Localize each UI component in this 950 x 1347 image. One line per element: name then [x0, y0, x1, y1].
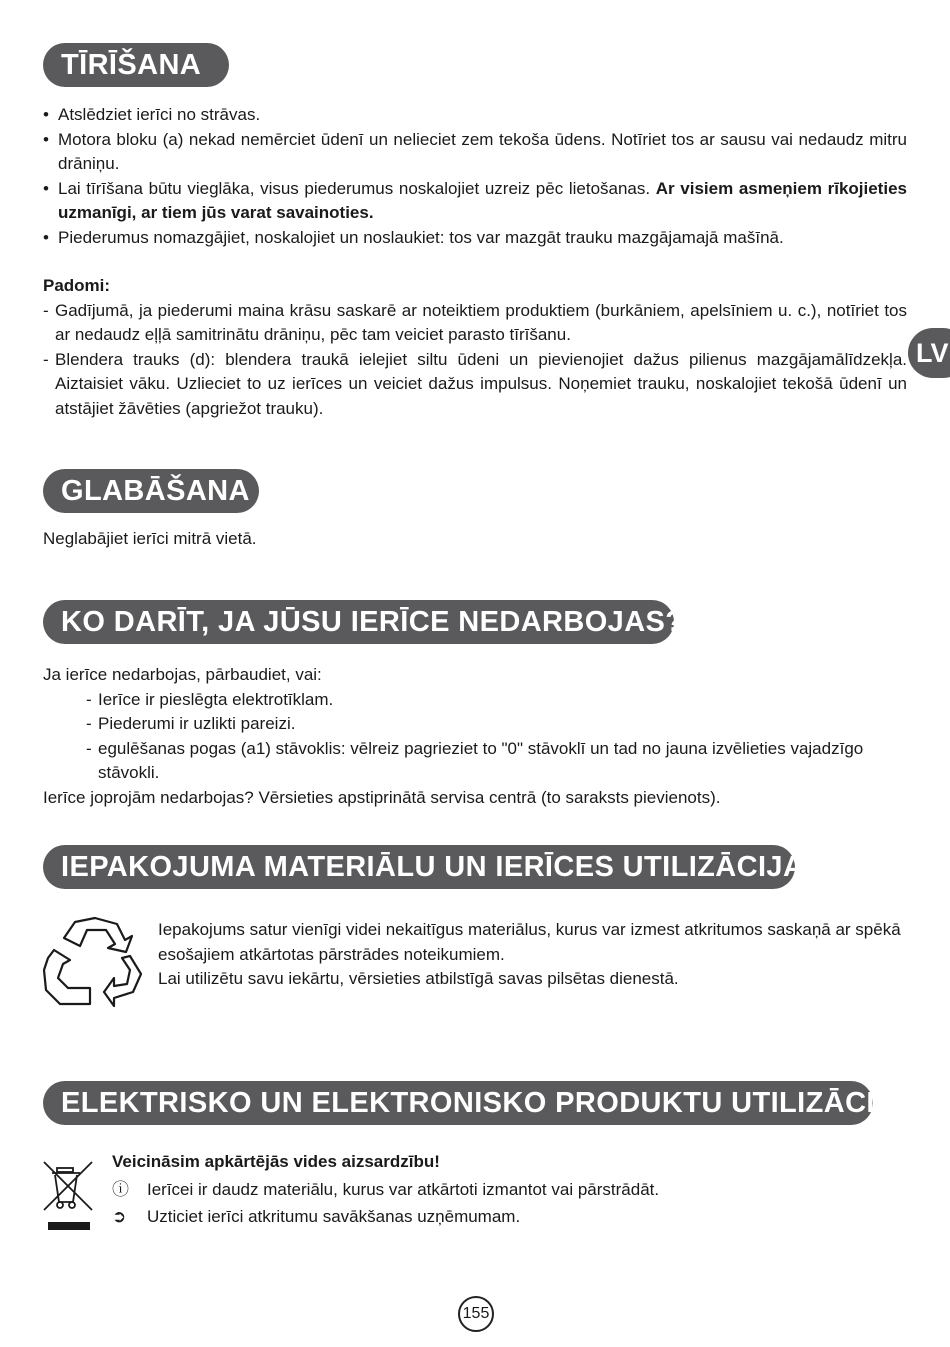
check-item: - Ierīce ir pieslēgta elektrotīklam. [43, 688, 907, 713]
weee-bin-icon [42, 1160, 94, 1232]
list-item: • Motora bloku (a) nekad nemērciet ūdenī un nelieciet zem tekoša ūdens. Notīriet tos ar sausu vai nedaudz mitru drāniņu. [43, 128, 907, 177]
electrical-content [112, 1150, 907, 1230]
list-item: • Atslēdziet ierīci no strāvas. [43, 103, 907, 128]
troubleshooting-content [43, 663, 907, 810]
bullet-text: Lai tīrīšana būtu vieglāka, visus piederumus noskalojiet uzreiz pēc lietošanas. [58, 178, 651, 198]
packaging-text [158, 918, 907, 992]
section-title-storage: GLABĀŠANA [43, 469, 259, 513]
list-item [112, 1205, 907, 1230]
arrow-icon: ➲ [112, 1207, 127, 1226]
electrical-item-text: Uzticiet ierīci atkritumu savākšanas uzņēmumam. [147, 1207, 521, 1226]
troubleshooting-intro: Ja ierīce nedarbojas, pārbaudiet, vai: [43, 665, 322, 684]
info-icon: ⓘ [112, 1179, 129, 1199]
tips-label: Padomi: [43, 276, 111, 295]
electrical-item-text: Ierīcei ir daudz materiālu, kurus var atkārtoti izmantot vai pārstrādāt. [147, 1179, 660, 1199]
storage-text: Neglabājiet ierīci mitrā vietā. [43, 529, 257, 548]
cleaning-content [43, 103, 907, 421]
tip-item: - Blendera trauks (d): blendera traukā ielejiet siltu ūdeni un pievienojiet dažus pilienus mazgājamālīdzekļa. Aiztaisiet vāku. Uzlieciet to uz ierīces un veiciet dažus impulsus. Noņemiet trauku, noskalojiet tekošā ūdenī un atstājiet žāvēties (apgriežot trauku). [43, 348, 907, 422]
tip-item: - Gadījumā, ja piederumi maina krāsu saskarē ar noteiktiem produktiem (burkāniem, apelsīniem u. c.), notīriet tos ar nedaudz eļļā samitrinātu drāniņu, pēc tam veiciet parasto tīrīšanu. [43, 299, 907, 348]
troubleshooting-outro: Ierīce joprojām nedarbojas? Vērsieties apstiprinātā servisa centrā (to saraksts pievienots). [43, 787, 721, 807]
packaging-line: Lai utilizētu savu iekārtu, vērsieties atbilstīgā savas pilsētas dienestā. [158, 969, 679, 988]
section-title-packaging: IEPAKOJUMA MATERIĀLU UN IERĪCES UTILIZĀCIJA [43, 845, 795, 889]
warning-text: Ar visiem asmeņiem rīkojieties uzmanīgi, ar tiem jūs varat savainoties. [58, 178, 907, 222]
check-item: - Piederumi ir uzlikti pareizi. [43, 712, 907, 737]
list-item: • Piederumus nomazgājiet, noskalojiet un noslaukiet: tos var mazgāt trauku mazgājamajā mašīnā. [43, 226, 907, 251]
section-title-electrical: ELEKTRISKO UN ELEKTRONISKO PRODUKTU UTILIZĀCIJA [43, 1081, 873, 1125]
check-item: - egulēšanas pogas (a1) stāvoklis: vēlreiz pagrieziet to "0" stāvoklī un tad no jauna izvēlieties vajadzīgo stāvokli. [43, 737, 907, 786]
list-item [43, 177, 907, 226]
page-number: 155 [458, 1296, 494, 1332]
list-item [112, 1178, 907, 1203]
recycle-icon [42, 912, 144, 1010]
section-title-troubleshooting: KO DARĪT, JA JŪSU IERĪCE NEDARBOJAS? [43, 600, 674, 644]
section-title-cleaning: TĪRĪŠANA [43, 43, 229, 87]
packaging-line: Iepakojums satur vienīgi videi nekaitīgus materiālus, kurus var izmest atkritumos saskaņā ar spēkā esošajiem atkārtotas pārstrādes noteikumiem. [158, 920, 901, 964]
electrical-heading: Veicināsim apkārtējās vides aizsardzību! [112, 1152, 440, 1171]
language-tab: LV [908, 328, 950, 378]
